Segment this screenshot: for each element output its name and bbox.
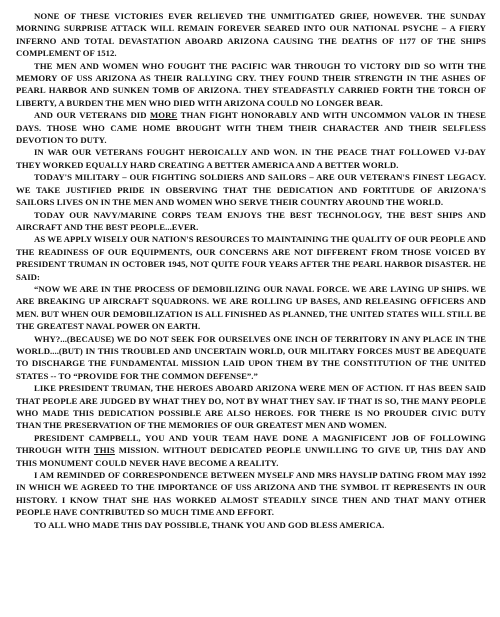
paragraph-text: TODAY'S MILITARY – OUR FIGHTING SOLDIERS AND SAILORS – ARE OUR VETERAN'S FINEST LEGACY. WE TAKE JUSTIFIED PRIDE IN OBSERVING THAT THE DEDICATION AND FORTITUDE OF ARIZONA'S SAILORS LIVES ON IN THE MEN AND WOMEN WHO SERVE THEIR COUNTRY AROUND THE WORLD. bbox=[16, 172, 486, 208]
paragraph-12 bbox=[16, 469, 486, 519]
paragraph-text: AND OUR VETERANS DID bbox=[34, 110, 151, 121]
paragraph-3 bbox=[16, 109, 486, 146]
quote-paragraph-2 bbox=[16, 333, 486, 383]
quote-text: “NOW WE ARE IN THE PROCESS OF DEMOBILIZING OUR NAVAL FORCE. WE ARE LAYING UP SHIPS. WE ARE BREAKING UP AIRCRAFT SQUADRONS. WE ARE ROLLING UP BASES, AND RELEASING OFFICERS AND MEN. BUT WHEN OUR DEMOBILIZATION IS ALL FINISHED AS PLANNED, THE UNITED STATES WILL STILL BE THE GREATEST NAVAL POWER ON EARTH. bbox=[16, 283, 486, 332]
paragraph-text: AS WE APPLY WISELY OUR NATION'S RESOURCES TO MAINTAINING THE QUALITY OF OUR PEOPLE AND THE READINESS OF OUR EQUIPMENTS, OUR CONCERNS ARE NOT DIFFERENT FROM THOSE VOICED BY PRESIDENT TRUMAN IN OCTOBER 1945, NOT QUITE FOUR YEARS AFTER THE PEARL HARBOR DISASTER. HE SAID: bbox=[16, 234, 486, 282]
paragraph-text: LIKE PRESIDENT TRUMAN, THE HEROES ABOARD ARIZONA WERE MEN OF ACTION. IT HAS BEEN SAID THAT PEOPLE ARE JUDGED BY WHAT THEY DO, NOT BY WHAT THEY SAY. IF THAT IS SO, THE MANY PEOPLE WHO MADE THIS DEDICATION POSSIBLE ARE ALSO HEROES. FOR THERE IS NO PROUDER CIVIC DUTY THAN THE PRESERVATION OF THE MEMORIES OF OUR GREATEST MEN AND WOMEN. bbox=[16, 383, 486, 431]
paragraph-11 bbox=[16, 432, 486, 469]
paragraph-text: THAN FIGHT HONORABLY AND WITH UNCOMMON VALOR IN THESE DAYS. THOSE WHO CAME HOME BROUGHT WITH THEM THEIR CHARACTER AND THEIR SELFLESS DEVOTION TO DUTY. bbox=[16, 110, 486, 146]
paragraph-text: I AM REMINDED OF CORRESPONDENCE BETWEEN MYSELF AND MRS HAYSLIP DATING FROM MAY 1992 IN WHICH WE AGREED TO THE IMPORTANCE OF USS ARIZONA AND THE SYMBOL IT REPRESENTS IN OUR HISTORY. I KNOW THAT SHE HAS WORKED ALMOST STEADILY SINCE THEN AND THAT MANY OTHER PEOPLE HAVE CONTRIBUTED SO MUCH TIME AND EFFORT. bbox=[16, 470, 486, 518]
paragraph-text: IN WAR OUR VETERANS FOUGHT HEROICALLY AND WON. IN THE PEACE THAT FOLLOWED VJ-DAY THEY WORKED EQUALLY HARD CREATING A BETTER AMERICA AND A BETTER WORLD. bbox=[16, 147, 486, 170]
paragraph-text: PRESIDENT CAMPBELL, YOU AND YOUR TEAM HAVE DONE A MAGNIFICENT JOB OF FOLLOWING THROUGH WITH bbox=[16, 432, 486, 456]
underlined-word: MORE bbox=[150, 110, 178, 121]
quote-text: WHY?...(BECAUSE) WE DO NOT SEEK FOR OURSELVES ONE INCH OF TERRITORY IN ANY PLACE IN THE WORLD....(BUT) IN THIS TROUBLED AND UNCERTAIN WORLD, OUR MILITARY FORCES MUST BE ADEQUATE TO DISCHARGE THE FUNDAMENTAL MISSION LAID UPON THEM BY THE CONSTITUTION OF THE UNITED STATES -- TO “PROVIDE FOR THE COMMON DEFENSE”.” bbox=[16, 333, 486, 381]
paragraph-text: MISSION. WITHOUT DEDICATED PEOPLE UNWILLING TO GIVE UP, THIS DAY AND THIS MONUMENT COULD NEVER HAVE BECOME A REALITY. bbox=[16, 445, 486, 468]
paragraph-text: THE MEN AND WOMEN WHO FOUGHT THE PACIFIC WAR THROUGH TO VICTORY DID SO WITH THE MEMORY OF USS ARIZONA AS THEIR RALLYING CRY. THEY FOUND THEIR STRENGTH IN THE ASHES OF PEARL HARBOR AND SUNKEN TOMB OF ARIZONA. THEY STEADFASTLY CARRIED FORTH THE TORCH OF LIBERTY, A BURDEN THE MEN WHO DIED WITH ARIZONA COULD NO LONGER BEAR. bbox=[16, 60, 486, 108]
closing-paragraph bbox=[16, 519, 486, 531]
paragraph-7 bbox=[16, 233, 486, 283]
paragraph-2 bbox=[16, 60, 486, 110]
paragraph-10 bbox=[16, 382, 486, 432]
underlined-word: THIS bbox=[93, 445, 115, 456]
paragraph-text: TODAY OUR NAVY/MARINE CORPS TEAM ENJOYS THE BEST TECHNOLOGY, THE BEST SHIPS AND AIRCRAFT AND THE BEST PEOPLE...EVER. bbox=[16, 209, 486, 232]
quote-paragraph-1 bbox=[16, 283, 486, 333]
paragraph-text: NONE OF THESE VICTORIES EVER RELIEVED THE UNMITIGATED GRIEF, HOWEVER. THE SUNDAY MORNING SURPRISE ATTACK WILL REMAIN FOREVER SEARED INTO OUR NATIONAL PSYCHE – A FIERY INFERNO AND TOTAL DEVASTATION ABOARD ARIZONA CAUSING THE DEATHS OF 1177 OF THE SHIPS COMPLEMENT OF 1512. bbox=[16, 11, 486, 59]
paragraph-1 bbox=[16, 10, 486, 60]
paragraph-6 bbox=[16, 209, 486, 234]
closing-text: TO ALL WHO MADE THIS DAY POSSIBLE, THANK YOU AND GOD BLESS AMERICA. bbox=[34, 519, 385, 530]
paragraph-5 bbox=[16, 171, 486, 208]
paragraph-4 bbox=[16, 146, 486, 171]
document-body bbox=[16, 10, 486, 531]
